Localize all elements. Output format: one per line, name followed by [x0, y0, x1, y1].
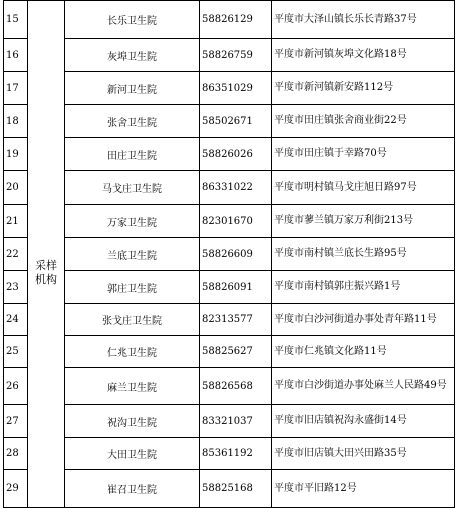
site-address: 平度市白沙河街道办事处青年路11号	[272, 304, 455, 336]
row-number: 29	[4, 470, 28, 508]
row-number: 17	[4, 72, 28, 105]
site-name: 麻兰卫生院	[65, 368, 200, 405]
row-number: 20	[4, 171, 28, 205]
site-name: 张戈庄卫生院	[65, 304, 200, 336]
site-name: 长乐卫生院	[65, 1, 200, 39]
site-name: 灰埠卫生院	[65, 39, 200, 72]
site-phone: 58826568	[200, 368, 272, 405]
table-row	[4, 405, 455, 438]
row-number: 19	[4, 138, 28, 171]
category-label: 采样机构	[35, 258, 57, 286]
site-address: 平度市仁兆镇文化路11号	[272, 336, 455, 368]
site-name: 新河卫生院	[65, 72, 200, 105]
site-phone: 58502671	[200, 105, 272, 138]
table-row	[4, 238, 455, 271]
site-name: 祝沟卫生院	[65, 405, 200, 438]
site-name: 郭庄卫生院	[65, 271, 200, 304]
row-number: 18	[4, 105, 28, 138]
site-address: 平度市新河镇新安路112号	[272, 72, 455, 105]
table-row	[4, 105, 455, 138]
row-number: 15	[4, 1, 28, 39]
site-phone: 58826609	[200, 238, 272, 271]
table-row	[4, 72, 455, 105]
row-number: 21	[4, 205, 28, 238]
site-phone: 58825168	[200, 470, 272, 508]
table-row	[4, 205, 455, 238]
site-address: 平度市田庄镇张舍商业街22号	[272, 105, 455, 138]
row-number: 26	[4, 368, 28, 405]
site-phone: 82301670	[200, 205, 272, 238]
table-row	[4, 470, 455, 508]
site-name: 大田卫生院	[65, 438, 200, 470]
site-phone: 86351029	[200, 72, 272, 105]
row-number: 28	[4, 438, 28, 470]
sampling-sites-table	[3, 0, 455, 508]
site-name: 崔召卫生院	[65, 470, 200, 508]
site-address: 平度市平旧路12号	[272, 470, 455, 508]
site-phone: 85361192	[200, 438, 272, 470]
site-address: 平度市蓼兰镇万家万利街213号	[272, 205, 455, 238]
site-phone: 58826759	[200, 39, 272, 72]
row-number: 25	[4, 336, 28, 368]
site-name: 马戈庄卫生院	[65, 171, 200, 205]
site-phone: 58825627	[200, 336, 272, 368]
site-address: 平度市旧店镇大田兴田路35号	[272, 438, 455, 470]
table-row	[4, 1, 455, 39]
site-phone: 58826129	[200, 1, 272, 39]
site-name: 田庄卫生院	[65, 138, 200, 171]
table-row	[4, 271, 455, 304]
site-name: 仁兆卫生院	[65, 336, 200, 368]
row-number: 16	[4, 39, 28, 72]
site-name: 兰底卫生院	[65, 238, 200, 271]
site-phone: 83321037	[200, 405, 272, 438]
category-cell	[28, 1, 65, 508]
site-address: 平度市田庄镇于幸路70号	[272, 138, 455, 171]
row-number: 22	[4, 238, 28, 271]
site-address: 平度市白沙街道办事处麻兰人民路49号	[272, 368, 455, 405]
table-row	[4, 304, 455, 336]
site-address: 平度市大泽山镇长乐长青路37号	[272, 1, 455, 39]
site-address: 平度市南村镇郭庄振兴路1号	[272, 271, 455, 304]
table-row	[4, 39, 455, 72]
row-number: 27	[4, 405, 28, 438]
site-address: 平度市旧店镇祝沟永盛街14号	[272, 405, 455, 438]
site-address: 平度市南村镇兰底长生路95号	[272, 238, 455, 271]
row-number: 24	[4, 304, 28, 336]
site-phone: 86331022	[200, 171, 272, 205]
site-name: 张舍卫生院	[65, 105, 200, 138]
table-row	[4, 368, 455, 405]
site-name: 万家卫生院	[65, 205, 200, 238]
site-address: 平度市明村镇马戈庄旭日路97号	[272, 171, 455, 205]
table-row	[4, 336, 455, 368]
site-phone: 58826026	[200, 138, 272, 171]
site-address: 平度市新河镇灰埠文化路18号	[272, 39, 455, 72]
table-row	[4, 438, 455, 470]
row-number: 23	[4, 271, 28, 304]
site-phone: 82313577	[200, 304, 272, 336]
table-row	[4, 171, 455, 205]
site-phone: 58826091	[200, 271, 272, 304]
table-row	[4, 138, 455, 171]
